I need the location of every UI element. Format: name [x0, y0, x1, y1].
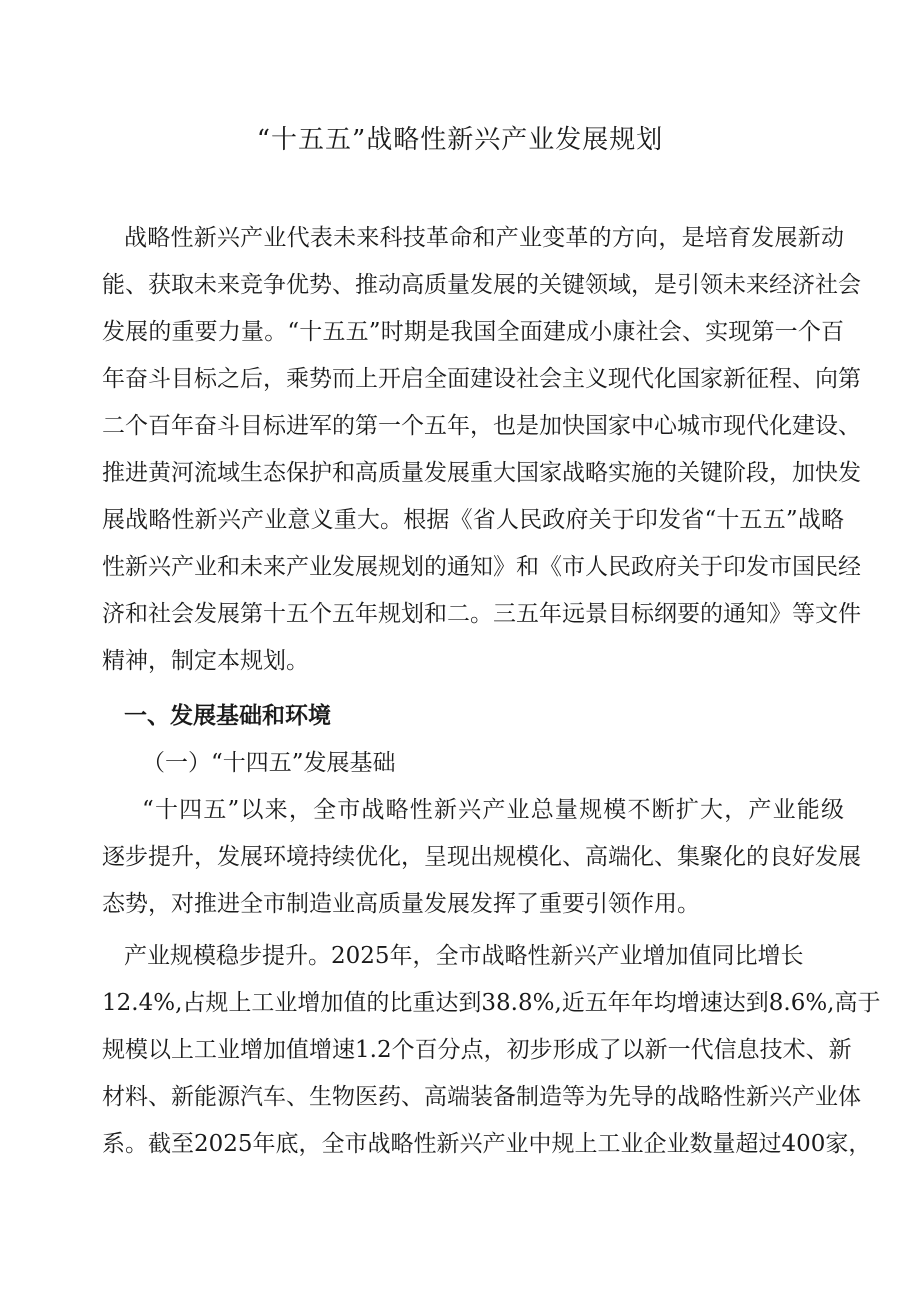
section-heading: 一、发展基础和环境 [124, 702, 331, 729]
paragraph-line: 材料、新能源汽车、生物医药、高端装备制造等为先导的战略性新兴产业体 [102, 1084, 861, 1110]
paragraph-line: 济和社会发展第十五个五年规划和二。三五年远景目标纲要的通知》等文件 [102, 601, 861, 627]
paragraph-line: 性新兴产业和未来产业发展规划的通知》和《市人民政府关于印发市国民经 [102, 554, 861, 580]
paragraph-line: 逐步提升，发展环境持续优化，呈现出规模化、高端化、集聚化的良好发展 [102, 844, 861, 870]
paragraph-line: 年奋斗目标之后，乘势而上开启全面建设社会主义现代化国家新征程、向第 [102, 366, 861, 392]
paragraph-line: “十四五”以来，全市战略性新兴产业总量规模不断扩大，产业能级 [142, 797, 844, 823]
paragraph-line: 12.4%,占规上工业增加值的比重达到38.8%,近五年年均增速达到8.6%,高于 [102, 990, 881, 1016]
paragraph-line: 发展的重要力量。“十五五”时期是我国全面建成小康社会、实现第一个百 [102, 319, 844, 345]
paragraph-line: 战略性新兴产业代表未来科技革命和产业变革的方向，是培育发展新动 [124, 225, 844, 251]
paragraph-line: 系。截至2025年底，全市战略性新兴产业中规上工业企业数量超过400家， [102, 1131, 872, 1157]
paragraph-line: 精神，制定本规划。 [102, 648, 309, 674]
paragraph-line: 态势，对推进全市制造业高质量发展发挥了重要引领作用。 [102, 891, 700, 917]
document-title: “十五五”战略性新兴产业发展规划 [256, 125, 664, 155]
paragraph-line: 推进黄河流域生态保护和高质量发展重大国家战略实施的关键阶段，加快发 [102, 460, 861, 486]
paragraph-line: 展战略性新兴产业意义重大。根据《省人民政府关于印发省“十五五”战略 [102, 507, 844, 533]
paragraph-line: 二个百年奋斗目标进军的第一个五年，也是加快国家中心城市现代化建设、 [102, 413, 861, 439]
paragraph-line: 规模以上工业增加值增速1.2个百分点，初步形成了以新一代信息技术、新 [102, 1037, 852, 1063]
paragraph-line: 产业规模稳步提升。2025年，全市战略性新兴产业增加值同比增长 [124, 943, 804, 969]
subsection-heading: （一）“十四五”发展基础 [142, 750, 396, 776]
paragraph-line: 能、获取未来竞争优势、推动高质量发展的关键领域，是引领未来经济社会 [102, 272, 861, 298]
